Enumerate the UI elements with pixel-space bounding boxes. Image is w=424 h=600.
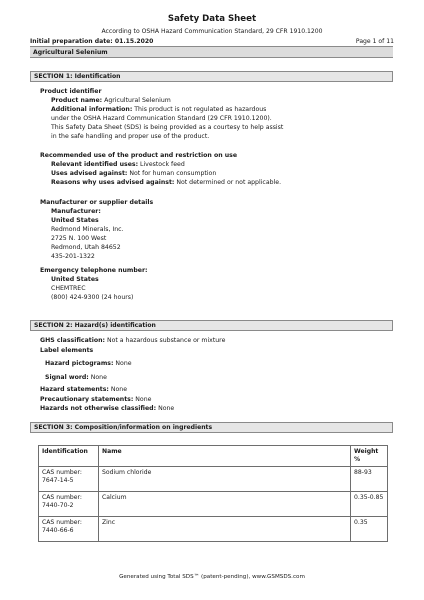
product-name-line: [51, 97, 171, 105]
ghs-value: Not a hazardous substance or mixture: [106, 337, 226, 344]
precautionary-label: Precautionary statements:: [40, 396, 134, 403]
section-2-heading: SECTION 2: Hazard(s) identification: [30, 320, 393, 331]
reasons-value: Not determined or not applicable.: [176, 179, 282, 186]
pictograms-line: [45, 360, 132, 368]
emergency-heading: Emergency telephone number:: [40, 267, 148, 274]
pictograms-label: Hazard pictograms:: [45, 360, 114, 367]
cas-number: 7440-70-2: [42, 502, 74, 509]
table-row: [39, 467, 388, 492]
hazard-statements-value: None: [110, 386, 128, 393]
manufacturer-company: Redmond Minerals, Inc.: [51, 226, 124, 233]
additional-info-line-1: This product is not regulated as hazardous: [134, 106, 267, 113]
other-hazards-line: [40, 405, 174, 413]
manufacturer-heading: Manufacturer or supplier details: [40, 199, 154, 206]
cas-label: CAS number:: [42, 469, 82, 476]
signal-word-line: [45, 374, 107, 382]
signal-word-label: Signal word:: [45, 374, 89, 381]
manufacturer-phone: 435-201-1322: [51, 253, 95, 260]
column-header-identification: Identification: [39, 446, 99, 467]
ingredient-name: Sodium chloride: [99, 467, 351, 492]
identification-cell: [39, 492, 99, 517]
uses-advised-line: [51, 170, 216, 178]
table-row: [39, 492, 388, 517]
section-3-heading: SECTION 3: Composition/information on ingredients: [30, 422, 393, 433]
relevant-uses-label: Relevant identified uses:: [51, 161, 139, 168]
section-1-heading: SECTION 1: Identification: [30, 71, 393, 82]
manufacturer-street: 2725 N. 100 West: [51, 235, 107, 242]
recommended-use-heading: Recommended use of the product and restriction on use: [40, 152, 238, 159]
manufacturer-country: United States: [51, 217, 99, 224]
identification-cell: [39, 467, 99, 492]
composition-table: [38, 445, 388, 542]
additional-info-line-4: in the safe handling and proper use of the product.: [51, 133, 210, 140]
page-number: Page 1 of 11: [355, 38, 394, 45]
uses-advised-label: Uses advised against:: [51, 170, 128, 177]
emergency-phone: (800) 424-9300 (24 hours): [51, 294, 134, 301]
emergency-provider: CHEMTREC: [51, 285, 86, 292]
ingredient-name: Calcium: [99, 492, 351, 517]
precautionary-value: None: [135, 396, 152, 403]
table-header-row: [39, 446, 388, 467]
column-header-name: Name: [99, 446, 351, 467]
weight-percent: 0.35: [351, 517, 388, 542]
identification-cell: [39, 517, 99, 542]
hazard-statements-line: [40, 386, 127, 394]
precautionary-line: [40, 396, 151, 404]
product-name-label: Product name:: [51, 97, 103, 104]
column-header-weight: Weight %: [351, 446, 388, 467]
product-name-bar: Agricultural Selenium: [30, 46, 393, 58]
hazard-statements-label: Hazard statements:: [40, 386, 109, 393]
reasons-label: Reasons why uses advised against:: [51, 179, 175, 186]
ingredient-name: Zinc: [99, 517, 351, 542]
document-subtitle: According to OSHA Hazard Communication Standard, 29 CFR 1910.1200: [101, 28, 323, 35]
emergency-country: United States: [51, 276, 99, 283]
cas-label: CAS number:: [42, 494, 82, 501]
document-title: Safety Data Sheet: [167, 14, 257, 24]
footer-text: Generated using Total SDS™ (patent-pending), www.GSMSDS.com: [119, 574, 305, 580]
relevant-uses-value: Livestock feed: [140, 161, 185, 168]
relevant-uses-line: [51, 161, 185, 169]
product-identifier-heading: Product identifier: [40, 88, 102, 95]
pictograms-value: None: [115, 360, 132, 367]
additional-info-label: Additional information:: [51, 106, 133, 113]
additional-info-line: [51, 106, 266, 114]
cas-label: CAS number:: [42, 519, 82, 526]
table-row: [39, 517, 388, 542]
weight-percent: 0.35-0.85: [351, 492, 388, 517]
preparation-date: Initial preparation date: 01.15.2020: [30, 38, 154, 45]
ghs-line: [40, 337, 225, 345]
product-name-value: Agricultural Selenium: [104, 97, 171, 104]
additional-info-line-3: This Safety Data Sheet (SDS) is being provided as a courtesy to help assist: [51, 124, 284, 131]
other-hazards-label: Hazards not otherwise classified:: [40, 405, 157, 412]
weight-percent: 88-93: [351, 467, 388, 492]
other-hazards-value: None: [158, 405, 175, 412]
signal-word-value: None: [90, 374, 107, 381]
cas-number: 7647-14-5: [42, 477, 74, 484]
manufacturer-label: Manufacturer:: [51, 208, 101, 215]
label-elements-heading: Label elements: [40, 347, 94, 354]
manufacturer-city: Redmond, Utah 84652: [51, 244, 121, 251]
reasons-line: [51, 179, 281, 187]
uses-advised-value: Not for human consumption: [129, 170, 217, 177]
cas-number: 7440-66-6: [42, 527, 74, 534]
ghs-label: GHS classification:: [40, 337, 105, 344]
additional-info-line-2: under the OSHA Hazard Communication Standard (29 CFR 1910.1200).: [51, 115, 272, 122]
